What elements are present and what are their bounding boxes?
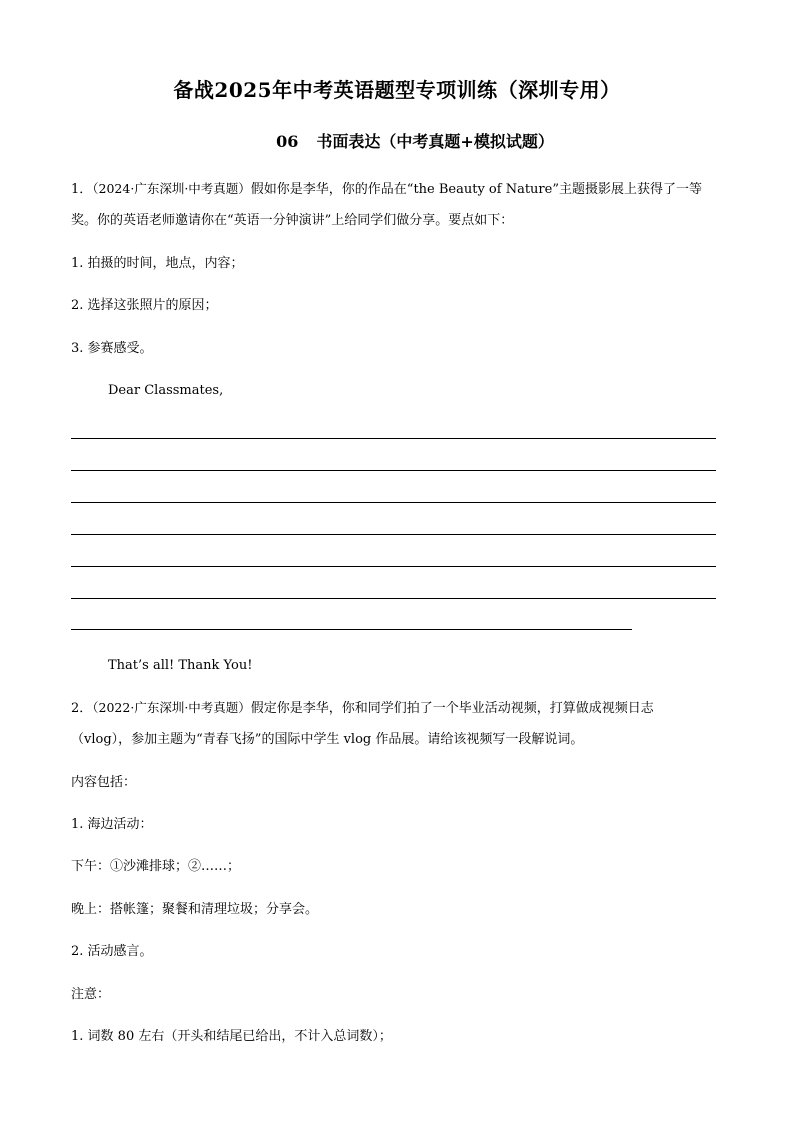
section-subtitle (0, 129, 794, 152)
answer-line[interactable] (71, 566, 716, 567)
q2-evening: 晚上：搭帐篷；聚餐和清理垃圾；分享会。 (71, 902, 319, 917)
answer-line[interactable] (71, 598, 716, 599)
q1-point-2: 2. 选择这张照片的原因； (71, 298, 218, 313)
q1-point-3: 3. 参赛感受。 (71, 341, 153, 356)
q2-number: 2． (71, 701, 93, 716)
q2-prompt-line1 (71, 700, 654, 717)
section-title: 书面表达（中考真题+模拟试题） (316, 132, 554, 151)
q1-prompt-line2: 奖。你的英语老师邀请你在“英语一分钟演讲”上给同学们做分享。要点如下： (71, 213, 514, 228)
answer-line[interactable] (71, 502, 716, 503)
page-title: 备战2025年中考英语题型专项训练（深圳专用） (173, 78, 621, 102)
q1-prompt-text1: 假如你是李华，你的作品在“the Beauty of Nature”主题摄影展上获得了一等 (250, 182, 702, 197)
q1-point-1: 1. 拍摄的时间，地点，内容； (71, 256, 244, 271)
q2-prompt-line2: （vlog），参加主题为“青春飞扬”的国际中学生 vlog 作品展。请给该视频写一段解说词。 (71, 732, 584, 747)
q1-prompt-line1 (71, 181, 702, 198)
q2-item-1: 1. 海边活动： (71, 817, 153, 832)
answer-line[interactable] (71, 629, 632, 630)
q2-source: （2022·广东深圳·中考真题） (92, 700, 251, 715)
q2-item-2: 2. 活动感言。 (71, 944, 153, 959)
q1-number: 1． (71, 182, 93, 197)
section-number: 06 (276, 132, 299, 151)
q2-notice-1: 1. 词数 80 左右（开头和结尾已给出，不计入总词数）； (71, 1029, 392, 1044)
q2-afternoon: 下午：①沙滩排球；②……； (71, 859, 241, 874)
q2-prompt-text1: 假定你是李华，你和同学们拍了一个毕业活动视频，打算做成视频日志 (250, 701, 654, 716)
q1-greeting: Dear Classmates, (108, 383, 224, 398)
q2-content-heading: 内容包括： (71, 775, 137, 790)
q1-source: （2024·广东深圳·中考真题） (92, 181, 251, 196)
answer-line[interactable] (71, 438, 716, 439)
q1-closing: That’s all! Thank You! (108, 658, 253, 673)
answer-line[interactable] (71, 470, 716, 471)
answer-line[interactable] (71, 534, 716, 535)
q2-notice-heading: 注意： (71, 987, 111, 1002)
